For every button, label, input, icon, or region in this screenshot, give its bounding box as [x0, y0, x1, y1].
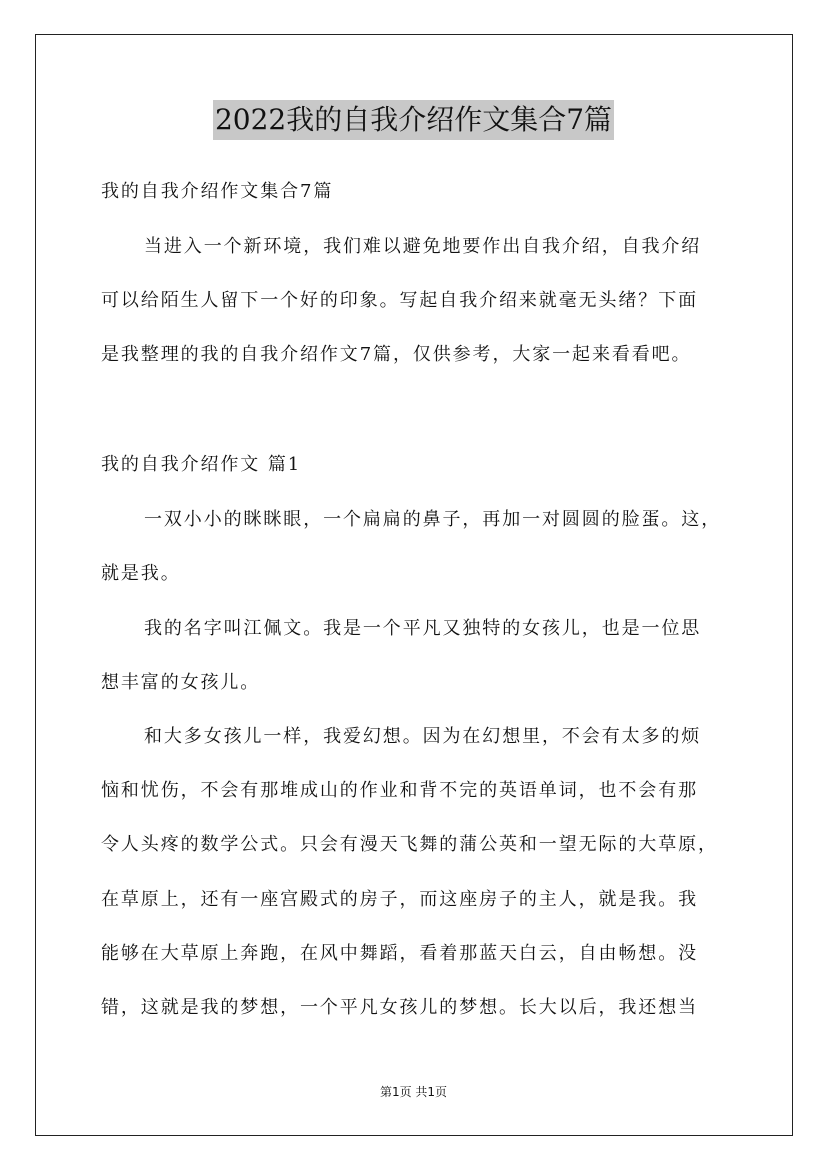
paragraph-line: 一双小小的眯眯眼，一个扁扁的鼻子，再加一对圆圆的脸蛋。这，: [144, 509, 722, 530]
paragraph-line: 令人头疼的数学公式。只会有漫天飞舞的蒲公英和一望无际的大草原，: [101, 834, 718, 855]
paragraph-line: 想丰富的女孩儿。: [101, 672, 261, 693]
paragraph-line: 就是我。: [101, 563, 181, 584]
intro-line-3: 是我整理的我的自我介绍作文7篇，仅供参考，大家一起来看看吧。: [101, 344, 692, 365]
paragraph-line: 能够在大草原上奔跑，在风中舞蹈，看着那蓝天白云，自由畅想。没: [101, 943, 698, 964]
subtitle-line: 我的自我介绍作文集合7篇: [101, 181, 334, 202]
paragraph-line: 我的名字叫江佩文。我是一个平凡又独特的女孩儿，也是一位思: [144, 618, 702, 639]
paragraph-line: 恼和忧伤，不会有那堆成山的作业和背不完的英语单词，也不会有那: [101, 780, 698, 801]
document-title: 2022我的自我介绍作文集合7篇: [213, 100, 614, 140]
section-heading: 我的自我介绍作文 篇1: [101, 454, 302, 475]
page-footer: 第1页 共1页: [379, 1085, 448, 1099]
paragraph-line: 在草原上，还有一座宫殿式的房子，而这座房子的主人，就是我。我: [101, 889, 698, 910]
intro-line-1: 当进入一个新环境，我们难以避免地要作出自我介绍，自我介绍: [144, 236, 702, 257]
paragraph-line: 错，这就是我的梦想，一个平凡女孩儿的梦想。长大以后，我还想当: [101, 997, 698, 1018]
intro-line-2: 可以给陌生人留下一个好的印象。写起自我介绍来就毫无头绪？下面: [101, 290, 698, 311]
title-container: [0, 100, 827, 140]
paragraph-line: 和大多女孩儿一样，我爱幻想。因为在幻想里，不会有太多的烦: [144, 726, 702, 747]
